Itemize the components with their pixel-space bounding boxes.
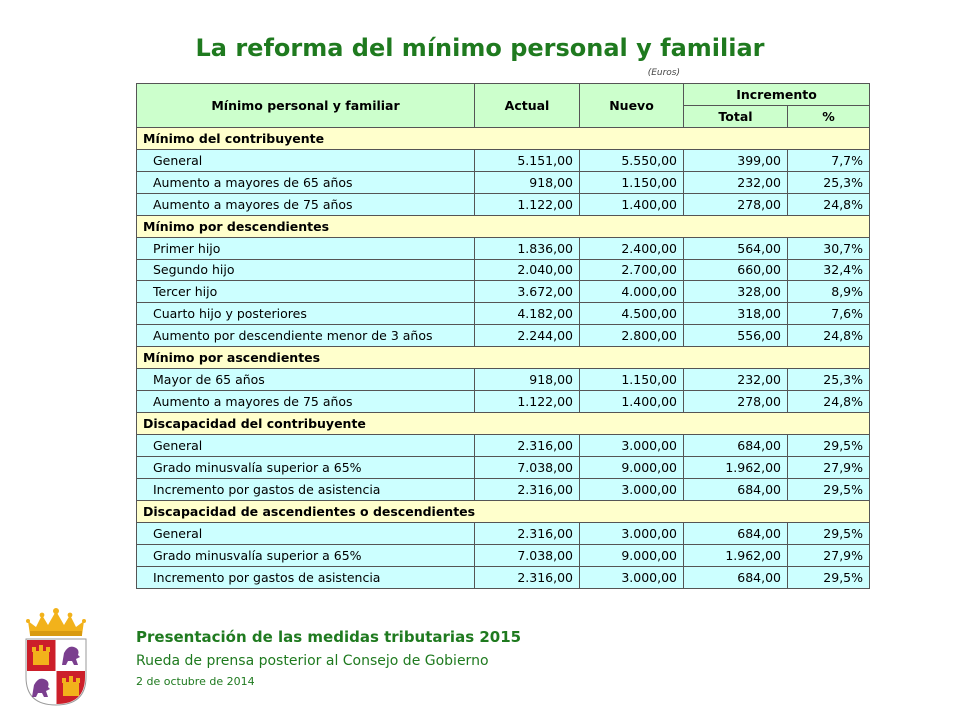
section-row	[137, 127, 870, 149]
table-row	[137, 435, 870, 457]
table-body	[137, 127, 870, 588]
table-row	[137, 522, 870, 544]
incremento-total-value: 328,00	[684, 281, 788, 303]
nuevo-value: 5.550,00	[580, 149, 684, 171]
incremento-total-value: 399,00	[684, 149, 788, 171]
row-label: Aumento a mayores de 75 años	[137, 391, 475, 413]
actual-value: 2.244,00	[475, 325, 580, 347]
table-header	[137, 84, 870, 128]
incremento-total-value: 660,00	[684, 259, 788, 281]
incremento-pct-value: 24,8%	[788, 193, 870, 215]
actual-value: 5.151,00	[475, 149, 580, 171]
nuevo-value: 3.000,00	[580, 435, 684, 457]
row-label: Primer hijo	[137, 237, 475, 259]
row-label: Aumento por descendiente menor de 3 años	[137, 325, 475, 347]
nuevo-value: 1.400,00	[580, 391, 684, 413]
table-row	[137, 237, 870, 259]
incremento-pct-value: 32,4%	[788, 259, 870, 281]
section-row	[137, 215, 870, 237]
shield-icon	[26, 639, 86, 705]
section-row	[137, 413, 870, 435]
table-row	[137, 369, 870, 391]
actual-value: 7.038,00	[475, 456, 580, 478]
actual-value: 918,00	[475, 369, 580, 391]
actual-value: 2.316,00	[475, 435, 580, 457]
incremento-pct-value: 24,8%	[788, 391, 870, 413]
table-row	[137, 259, 870, 281]
nuevo-value: 3.000,00	[580, 478, 684, 500]
row-label: Aumento a mayores de 65 años	[137, 171, 475, 193]
header-total: Total	[684, 105, 788, 127]
row-label: Grado minusvalía superior a 65%	[137, 544, 475, 566]
table-row	[137, 544, 870, 566]
table-row	[137, 456, 870, 478]
table-row	[137, 303, 870, 325]
nuevo-value: 1.150,00	[580, 171, 684, 193]
incremento-pct-value: 7,7%	[788, 149, 870, 171]
nuevo-value: 2.800,00	[580, 325, 684, 347]
row-label: Aumento a mayores de 75 años	[137, 193, 475, 215]
table-row	[137, 325, 870, 347]
incremento-total-value: 564,00	[684, 237, 788, 259]
incremento-total-value: 1.962,00	[684, 544, 788, 566]
row-label: General	[137, 522, 475, 544]
footer-date: 2 de octubre de 2014	[136, 675, 255, 688]
incremento-total-value: 1.962,00	[684, 456, 788, 478]
nuevo-value: 1.400,00	[580, 193, 684, 215]
incremento-total-value: 278,00	[684, 193, 788, 215]
incremento-pct-value: 25,3%	[788, 171, 870, 193]
incremento-pct-value: 29,5%	[788, 478, 870, 500]
actual-value: 1.122,00	[475, 391, 580, 413]
table-row	[137, 566, 870, 588]
incremento-total-value: 684,00	[684, 566, 788, 588]
table-row	[137, 281, 870, 303]
section-title: Discapacidad de ascendientes o descendientes	[137, 500, 870, 522]
nuevo-value: 9.000,00	[580, 544, 684, 566]
actual-value: 2.316,00	[475, 566, 580, 588]
row-label: Segundo hijo	[137, 259, 475, 281]
row-label: Cuarto hijo y posteriores	[137, 303, 475, 325]
units-label: (Euros)	[647, 68, 680, 78]
incremento-pct-value: 27,9%	[788, 456, 870, 478]
incremento-pct-value: 29,5%	[788, 566, 870, 588]
crown-icon	[26, 608, 86, 636]
incremento-total-value: 232,00	[684, 171, 788, 193]
row-label: Grado minusvalía superior a 65%	[137, 456, 475, 478]
incremento-pct-value: 24,8%	[788, 325, 870, 347]
incremento-total-value: 556,00	[684, 325, 788, 347]
table-row	[137, 391, 870, 413]
nuevo-value: 2.700,00	[580, 259, 684, 281]
table-row	[137, 149, 870, 171]
table-row	[137, 171, 870, 193]
header-pct: %	[788, 105, 870, 127]
incremento-pct-value: 27,9%	[788, 544, 870, 566]
section-title: Mínimo del contribuyente	[137, 127, 870, 149]
row-label: General	[137, 435, 475, 457]
incremento-pct-value: 8,9%	[788, 281, 870, 303]
actual-value: 2.316,00	[475, 478, 580, 500]
footer-subtitle: Rueda de prensa posterior al Consejo de Gobierno	[136, 653, 489, 669]
actual-value: 1.122,00	[475, 193, 580, 215]
nuevo-value: 9.000,00	[580, 456, 684, 478]
nuevo-value: 3.000,00	[580, 566, 684, 588]
page-title: La reforma del mínimo personal y familiar	[195, 34, 765, 62]
header-nuevo: Nuevo	[580, 84, 684, 128]
incremento-pct-value: 29,5%	[788, 522, 870, 544]
section-title: Mínimo por ascendientes	[137, 347, 870, 369]
nuevo-value: 4.500,00	[580, 303, 684, 325]
row-label: Incremento por gastos de asistencia	[137, 566, 475, 588]
actual-value: 2.040,00	[475, 259, 580, 281]
incremento-total-value: 278,00	[684, 391, 788, 413]
section-title: Discapacidad del contribuyente	[137, 413, 870, 435]
nuevo-value: 1.150,00	[580, 369, 684, 391]
section-title: Mínimo por descendientes	[137, 215, 870, 237]
section-row	[137, 500, 870, 522]
actual-value: 918,00	[475, 171, 580, 193]
section-row	[137, 347, 870, 369]
nuevo-value: 3.000,00	[580, 522, 684, 544]
table-row	[137, 193, 870, 215]
actual-value: 2.316,00	[475, 522, 580, 544]
incremento-total-value: 684,00	[684, 435, 788, 457]
header-actual: Actual	[475, 84, 580, 128]
minimos-table	[136, 83, 870, 589]
table-row	[137, 478, 870, 500]
row-label: Tercer hijo	[137, 281, 475, 303]
incremento-total-value: 232,00	[684, 369, 788, 391]
actual-value: 3.672,00	[475, 281, 580, 303]
incremento-total-value: 684,00	[684, 522, 788, 544]
coat-of-arms-icon	[24, 607, 88, 707]
footer-title: Presentación de las medidas tributarias 2015	[136, 628, 522, 646]
actual-value: 7.038,00	[475, 544, 580, 566]
row-label: Mayor de 65 años	[137, 369, 475, 391]
incremento-pct-value: 7,6%	[788, 303, 870, 325]
incremento-pct-value: 30,7%	[788, 237, 870, 259]
incremento-pct-value: 29,5%	[788, 435, 870, 457]
actual-value: 1.836,00	[475, 237, 580, 259]
incremento-total-value: 318,00	[684, 303, 788, 325]
header-incremento: Incremento	[684, 84, 870, 106]
nuevo-value: 2.400,00	[580, 237, 684, 259]
row-label: Incremento por gastos de asistencia	[137, 478, 475, 500]
incremento-total-value: 684,00	[684, 478, 788, 500]
actual-value: 4.182,00	[475, 303, 580, 325]
row-label: General	[137, 149, 475, 171]
nuevo-value: 4.000,00	[580, 281, 684, 303]
incremento-pct-value: 25,3%	[788, 369, 870, 391]
header-concept: Mínimo personal y familiar	[137, 84, 475, 128]
